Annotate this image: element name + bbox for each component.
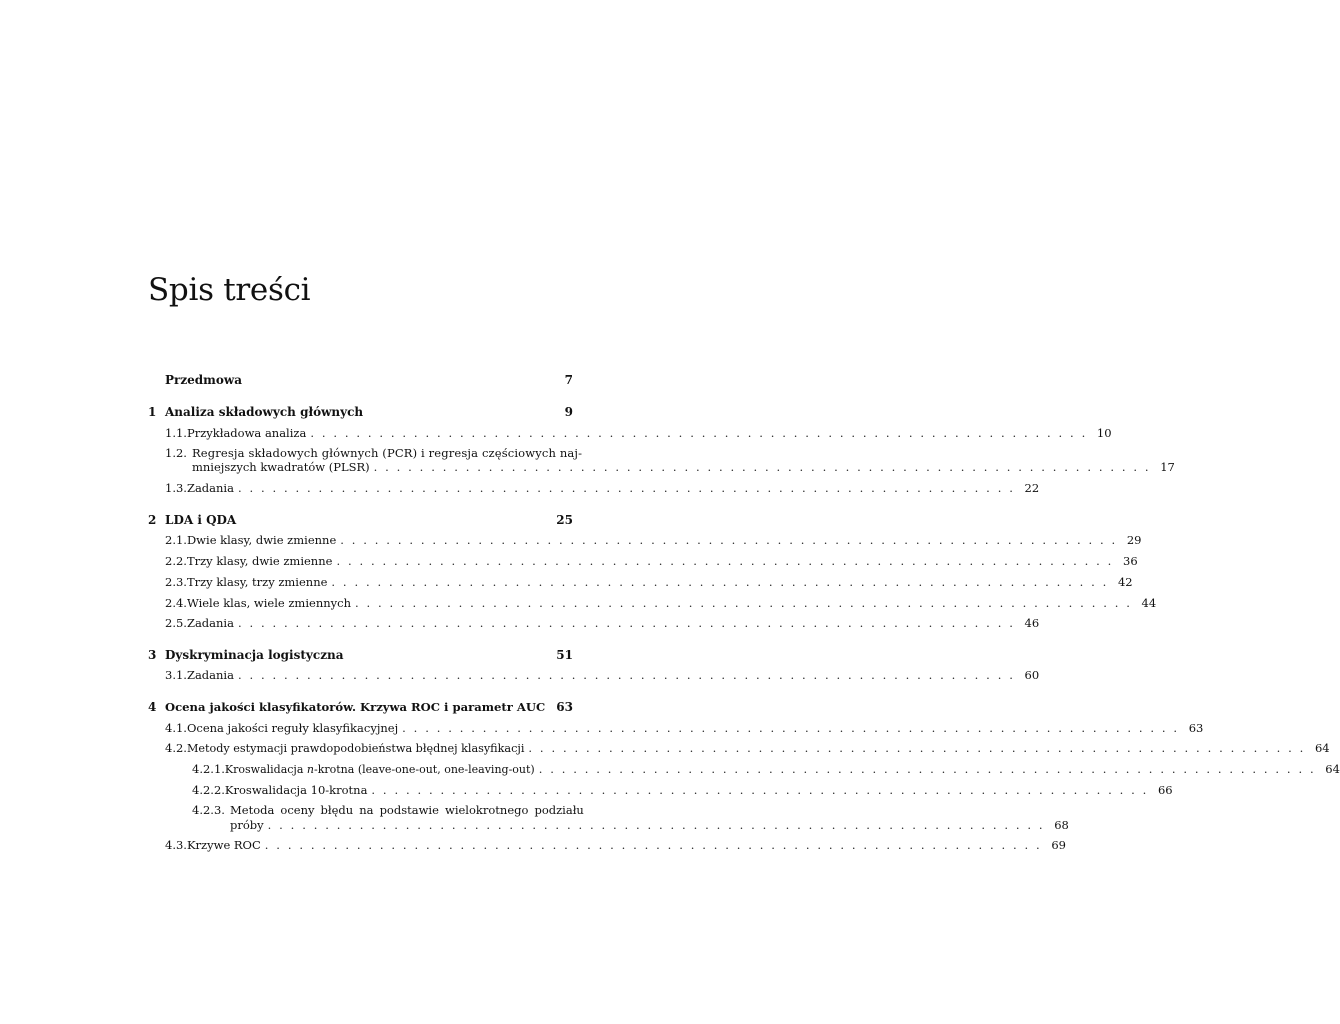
section-number: 4.1. (165, 721, 187, 735)
section-number: 2.2. (165, 554, 187, 568)
toc-entry-title: Przedmowa (165, 373, 242, 387)
chapter-number: 1 (148, 405, 157, 419)
subsection-title: Kroswalidacja 10-krotna (224, 783, 368, 797)
section-title: Ocena jakości reguły klasyfikacyjnej (186, 721, 399, 735)
chapter-title: Analiza składowych głównych (165, 405, 364, 419)
section-title: Zadania (186, 481, 234, 495)
toc-chapter-1[interactable] (148, 405, 573, 419)
dot-leader (238, 616, 1013, 630)
toc-page-number: 46 (1024, 616, 1040, 630)
subsection-number: 4.2.3. (192, 803, 225, 817)
toc-subsection-4-2-2[interactable] (192, 783, 1173, 797)
toc-subsection-4-2-1[interactable] (192, 762, 1340, 777)
toc-page-number: 17 (1160, 460, 1175, 474)
toc-section-1-1[interactable] (165, 426, 1112, 440)
toc-page-number: 63 (1188, 721, 1204, 735)
toc-section-3-1[interactable] (165, 668, 1040, 682)
toc-page-number: 64 (1314, 741, 1330, 755)
subsection-title-line-2: próby (230, 818, 264, 832)
toc-subsection-4-2-3-continued[interactable] (230, 818, 1069, 832)
section-title: Zadania (186, 668, 234, 682)
toc-page-number: 29 (1126, 533, 1142, 547)
section-title-line-1: Regresja składowych głównych (PCR) i regresja częściowych naj- (192, 446, 583, 460)
section-title: Krzywe ROC (186, 838, 261, 852)
section-number: 4.3. (165, 838, 187, 852)
toc-page-number: 9 (564, 405, 573, 419)
toc-page-number: 66 (1157, 783, 1173, 797)
toc-section-4-1[interactable] (165, 721, 1204, 735)
toc-page-number: 25 (556, 513, 573, 527)
section-title: Trzy klasy, trzy zmienne (186, 575, 328, 589)
toc-page-number: 63 (556, 700, 573, 714)
section-number: 4.2. (165, 741, 187, 755)
section-number: 1.2. (165, 446, 187, 460)
section-title: Zadania (186, 616, 234, 630)
section-number: 1.3. (165, 481, 187, 495)
toc-section-2-3[interactable] (165, 575, 1133, 589)
toc-section-2-4[interactable] (165, 596, 1157, 610)
section-number: 2.3. (165, 575, 187, 589)
chapter-number: 2 (148, 513, 157, 527)
section-title: Trzy klasy, dwie zmienne (186, 554, 333, 568)
toc-page-number: 51 (556, 648, 573, 662)
dot-leader (268, 818, 1043, 832)
dot-leader (265, 838, 1040, 852)
section-number: 2.5. (165, 616, 187, 630)
toc-chapter-3[interactable] (148, 648, 573, 662)
section-number: 3.1. (165, 668, 187, 682)
dot-leader (528, 741, 1303, 755)
toc-page-number: 36 (1123, 554, 1138, 568)
subsection-number: 4.2.1. (192, 762, 225, 776)
toc-section-2-5[interactable] (165, 616, 1040, 630)
toc-section-1-2[interactable] (165, 446, 582, 460)
section-title: Przykładowa analiza (186, 426, 307, 440)
subsection-number: 4.2.2. (192, 783, 225, 797)
toc-section-4-3[interactable] (165, 838, 1066, 852)
toc-chapter-2[interactable] (148, 513, 573, 527)
section-title: Metody estymacji prawdopodobieństwa błędnej klasyfikacji (186, 742, 525, 755)
toc-page-number: 68 (1054, 818, 1069, 832)
dot-leader (331, 575, 1106, 589)
chapter-number: 4 (148, 700, 157, 714)
dot-leader (340, 533, 1115, 547)
toc-entry-preface[interactable] (165, 373, 573, 387)
chapter-title: Ocena jakości klasyfikatorów. Krzywa ROC i parametr AUC (165, 700, 546, 714)
dot-leader (371, 783, 1146, 797)
toc-page-number: 60 (1024, 668, 1040, 682)
section-title: Dwie klasy, dwie zmienne (186, 533, 337, 547)
dot-leader (238, 481, 1013, 495)
toc-chapter-4[interactable] (148, 700, 573, 714)
chapter-title: LDA i QDA (165, 513, 237, 527)
toc-page-number: 44 (1141, 596, 1157, 610)
toc-subsection-4-2-3[interactable] (192, 803, 584, 817)
toc-page-number: 64 (1325, 762, 1340, 776)
dot-leader (402, 721, 1177, 735)
section-number: 2.4. (165, 596, 187, 610)
subsection-title: Kroswalidacja n-krotna (leave-one-out, one-leaving-out) (224, 763, 535, 776)
page-title: Spis treści (148, 272, 311, 308)
toc-page-number: 7 (564, 373, 573, 387)
toc-section-2-2[interactable] (165, 554, 1138, 568)
toc-page-number: 69 (1051, 838, 1066, 852)
section-number: 1.1. (165, 426, 187, 440)
toc-section-1-2-continued[interactable] (192, 460, 1175, 474)
chapter-title: Dyskryminacja logistyczna (165, 648, 344, 662)
toc-page-number: 22 (1024, 481, 1040, 495)
chapter-number: 3 (148, 648, 157, 662)
toc-section-4-2[interactable] (165, 741, 1330, 756)
subsection-title-line-1: Metoda oceny błędu na podstawie wielokrotnego podziału (230, 803, 584, 817)
toc-section-1-3[interactable] (165, 481, 1040, 495)
dot-leader (355, 596, 1130, 610)
dot-leader (374, 460, 1149, 474)
toc-page-number: 42 (1117, 575, 1133, 589)
toc-section-2-1[interactable] (165, 533, 1142, 547)
dot-leader (238, 668, 1013, 682)
section-title-line-2: mniejszych kwadratów (PLSR) (192, 460, 370, 474)
dot-leader (539, 762, 1314, 776)
dot-leader (310, 426, 1085, 440)
section-number: 2.1. (165, 533, 187, 547)
dot-leader (336, 554, 1111, 568)
section-title: Wiele klas, wiele zmiennych (186, 596, 351, 610)
toc-page-number: 10 (1096, 426, 1112, 440)
